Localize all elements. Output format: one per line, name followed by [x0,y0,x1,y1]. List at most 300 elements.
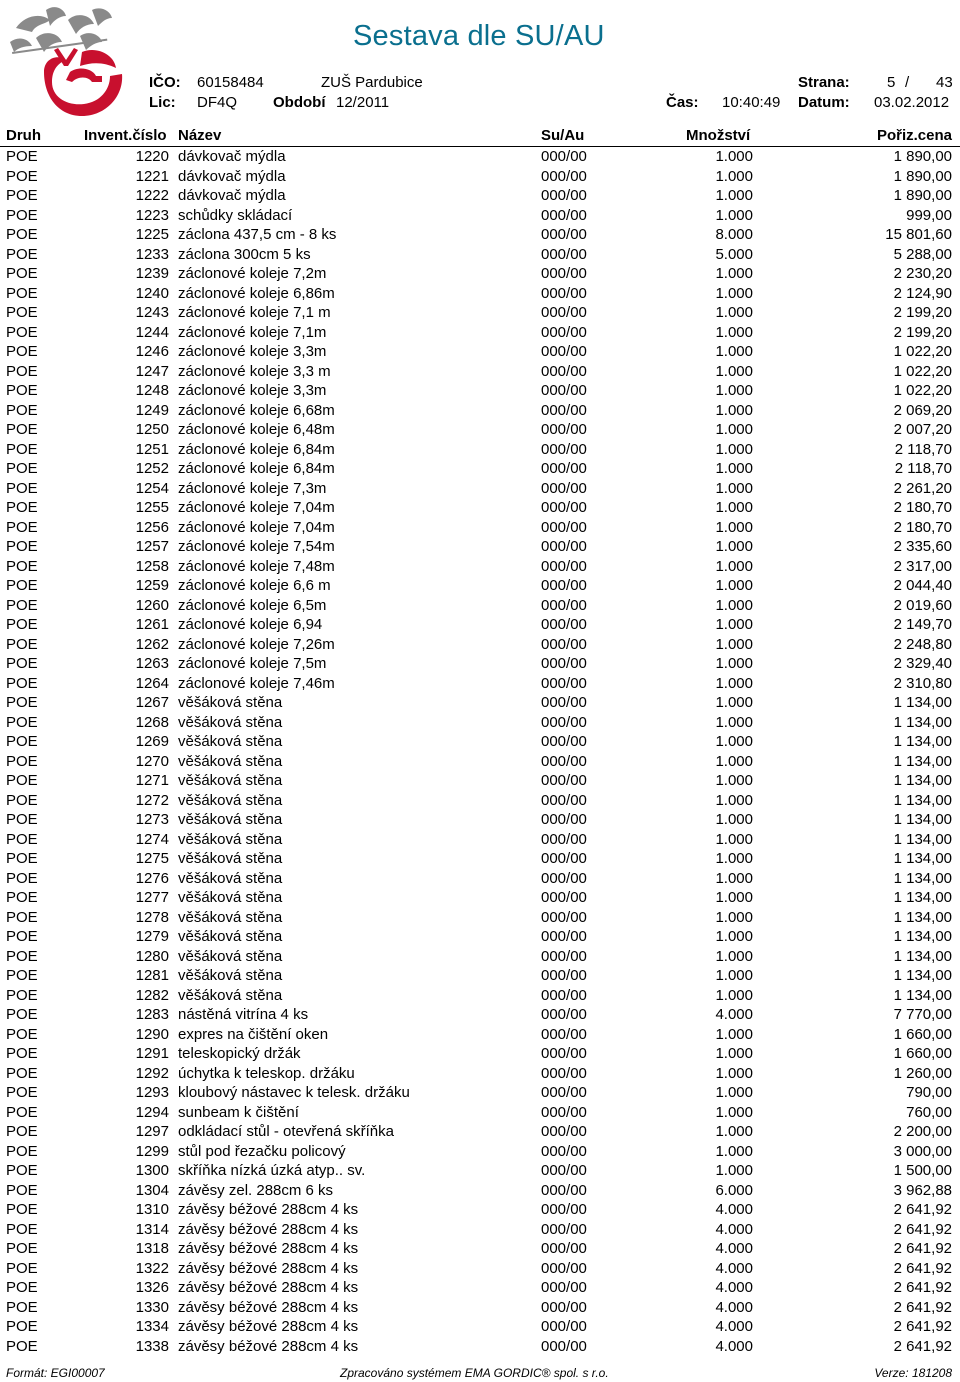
cell-quantity: 4.000 [715,1337,753,1355]
period-label: Období [273,94,326,111]
cell-name: věšáková stěna [178,811,283,828]
report-title: Sestava dle SU/AU [353,20,605,52]
table-row [0,576,960,596]
cell-quantity: 1.000 [715,401,753,419]
cell-inventory-number: 1290 [135,1025,169,1043]
cell-quantity: 1.000 [715,362,753,380]
date-value: 03.02.2012 [874,94,950,111]
cell-price: 2 007,20 [893,421,952,438]
table-row [0,771,960,791]
table-row [0,342,960,362]
cell-name: dávkovač mýdla [178,148,286,165]
cell-su-au: 000/00 [541,889,587,906]
data-table [0,147,960,1356]
cell-price: 1 134,00 [893,830,952,848]
cell-su-au: 000/00 [541,440,587,458]
page-separator: / [905,74,910,91]
cell-price: 2 641,92 [893,1240,952,1257]
cell-price: 1 134,00 [893,791,952,809]
cell-inventory-number: 1249 [135,401,169,419]
cell-quantity: 1.000 [715,479,753,497]
cell-druh: POE [6,440,38,458]
cell-name: věšáková stěna [178,889,283,906]
cell-druh: POE [6,1298,38,1316]
cell-name: schůdky skládací [178,206,293,224]
cell-name: záclonové koleje 6,94 [178,616,323,633]
table-row [0,459,960,479]
cell-inventory-number: 1294 [135,1103,169,1121]
cell-inventory-number: 1264 [135,674,169,692]
cell-price: 1 134,00 [893,811,952,828]
cell-price: 2 641,92 [893,1279,952,1296]
table-row [0,830,960,850]
cell-quantity: 1.000 [715,1123,753,1140]
cell-price: 2 641,92 [893,1220,952,1238]
cell-inventory-number: 1255 [135,499,169,516]
cell-price: 1 890,00 [893,148,952,165]
cell-inventory-number: 1276 [135,869,169,887]
cell-inventory-number: 1334 [135,1318,169,1335]
cell-price: 15 801,60 [885,226,952,243]
cell-name: závěsy béžové 288cm 4 ks [178,1298,359,1316]
cell-druh: POE [6,674,38,692]
cell-druh: POE [6,1162,38,1179]
cell-price: 2 261,20 [893,479,952,497]
table-row [0,420,960,440]
table-row [0,888,960,908]
cell-su-au: 000/00 [541,1142,587,1160]
cell-su-au: 000/00 [541,869,587,887]
cell-price: 2 124,90 [893,284,952,302]
col-quantity: Množství [686,127,751,144]
cell-name: záclonové koleje 7,04m [178,499,335,516]
cell-su-au: 000/00 [541,1298,587,1316]
cell-inventory-number: 1275 [135,850,169,867]
cell-price: 1 660,00 [893,1025,952,1043]
cell-su-au: 000/00 [541,967,587,984]
cell-name: záclonové koleje 6,84m [178,460,335,477]
cell-name: věšáková stěna [178,733,283,750]
cell-inventory-number: 1251 [135,440,169,458]
cell-price: 1 890,00 [893,187,952,204]
cell-name: závěsy béžové 288cm 4 ks [178,1201,359,1218]
cell-quantity: 4.000 [715,1240,753,1257]
cell-price: 7 770,00 [893,1006,952,1023]
cell-price: 1 134,00 [893,967,952,984]
cell-name: věšáková stěna [178,928,283,945]
cell-su-au: 000/00 [541,323,587,341]
time-value: 10:40:49 [722,94,781,111]
cell-su-au: 000/00 [541,187,587,204]
cell-inventory-number: 1292 [135,1064,169,1082]
cell-inventory-number: 1257 [135,538,169,555]
cell-su-au: 000/00 [541,518,587,536]
cell-price: 3 000,00 [893,1142,952,1160]
footer-format: Formát: EGI00007 [6,1366,105,1380]
cell-name: věšáková stěna [178,908,283,926]
cell-su-au: 000/00 [541,674,587,692]
cell-quantity: 1.000 [715,499,753,516]
table-row [0,167,960,187]
cell-name: dávkovač mýdla [178,187,286,204]
cell-su-au: 000/00 [541,460,587,477]
cell-su-au: 000/00 [541,1220,587,1238]
cell-inventory-number: 1225 [135,226,169,243]
cell-druh: POE [6,284,38,302]
cell-name: závěsy béžové 288cm 4 ks [178,1337,359,1355]
cell-inventory-number: 1244 [135,323,169,341]
table-row [0,849,960,869]
cell-quantity: 1.000 [715,1142,753,1160]
cell-quantity: 1.000 [715,733,753,750]
ico-label: IČO: [149,74,181,91]
table-row [0,362,960,382]
cell-price: 1 022,20 [893,362,952,380]
table-row [0,1337,960,1357]
cell-inventory-number: 1267 [135,694,169,711]
cell-quantity: 1.000 [715,908,753,926]
cell-quantity: 1.000 [715,460,753,477]
cell-name: kloubový nástavec k telesk. držáku [178,1084,410,1101]
cell-druh: POE [6,245,38,263]
cell-druh: POE [6,1259,38,1277]
cell-price: 2 069,20 [893,401,952,419]
cell-druh: POE [6,596,38,614]
table-row [0,966,960,986]
cell-quantity: 1.000 [715,382,753,399]
cell-druh: POE [6,1123,38,1140]
cell-druh: POE [6,382,38,399]
cell-su-au: 000/00 [541,655,587,672]
cell-druh: POE [6,1045,38,1062]
cell-quantity: 1.000 [715,538,753,555]
cell-price: 760,00 [906,1103,952,1121]
cell-inventory-number: 1283 [135,1006,169,1023]
period-value: 12/2011 [336,94,390,111]
cell-price: 1 890,00 [893,167,952,185]
cell-price: 2 118,70 [894,440,952,458]
cell-druh: POE [6,694,38,711]
cell-price: 1 260,00 [893,1064,952,1082]
cell-quantity: 1.000 [715,1103,753,1121]
cell-name: záclonové koleje 7,2m [178,265,327,282]
table-row [0,1122,960,1142]
cell-name: věšáková stěna [178,791,283,809]
table-row [0,654,960,674]
cell-su-au: 000/00 [541,616,587,633]
cell-su-au: 000/00 [541,752,587,770]
cell-druh: POE [6,811,38,828]
cell-inventory-number: 1272 [135,791,169,809]
cell-quantity: 1.000 [715,635,753,653]
cell-su-au: 000/00 [541,635,587,653]
cell-quantity: 1.000 [715,577,753,594]
cell-inventory-number: 1277 [135,889,169,906]
table-row [0,596,960,616]
cell-price: 2 248,80 [893,635,952,653]
table-row [0,1220,960,1240]
cell-inventory-number: 1299 [135,1142,169,1160]
cell-price: 2 641,92 [893,1337,952,1355]
cell-su-au: 000/00 [541,362,587,380]
table-row [0,381,960,401]
cell-name: úchytka k teleskop. držáku [178,1064,355,1082]
table-row [0,1142,960,1162]
table-row [0,1005,960,1025]
cell-inventory-number: 1293 [135,1084,169,1101]
cell-price: 1 134,00 [893,713,952,731]
cell-price: 1 134,00 [893,869,952,887]
cell-su-au: 000/00 [541,1181,587,1199]
cell-druh: POE [6,206,38,224]
cell-name: záclona 300cm 5 ks [178,245,311,263]
table-row [0,908,960,928]
table-row [0,186,960,206]
cell-inventory-number: 1247 [135,362,169,380]
cell-price: 5 288,00 [893,245,952,263]
col-inventory-number: Invent.číslo [84,127,167,144]
cell-quantity: 1.000 [715,1064,753,1082]
cell-druh: POE [6,460,38,477]
cell-price: 2 335,60 [893,538,952,555]
table-row [0,693,960,713]
cell-inventory-number: 1314 [135,1220,169,1238]
cell-quantity: 1.000 [715,265,753,282]
cell-su-au: 000/00 [541,538,587,555]
cell-name: závěsy béžové 288cm 4 ks [178,1240,359,1257]
cell-inventory-number: 1240 [135,284,169,302]
cell-su-au: 000/00 [541,479,587,497]
cell-name: závěsy zel. 288cm 6 ks [178,1181,334,1199]
table-row [0,264,960,284]
cell-inventory-number: 1263 [135,655,169,672]
cell-su-au: 000/00 [541,226,587,243]
cell-price: 1 134,00 [893,850,952,867]
cell-name: záclonové koleje 7,3m [178,479,327,497]
table-row [0,635,960,655]
cell-name: věšáková stěna [178,772,283,789]
cell-su-au: 000/00 [541,421,587,438]
cell-inventory-number: 1304 [135,1181,169,1199]
cell-inventory-number: 1278 [135,908,169,926]
table-row [0,732,960,752]
cell-inventory-number: 1280 [135,947,169,965]
table-row [0,1025,960,1045]
cell-quantity: 1.000 [715,596,753,614]
cell-su-au: 000/00 [541,928,587,945]
cell-su-au: 000/00 [541,1337,587,1355]
cell-inventory-number: 1270 [135,752,169,770]
table-row [0,674,960,694]
cell-inventory-number: 1252 [135,460,169,477]
cell-name: skříňka nízká úzká atyp.. sv. [178,1162,366,1179]
cell-name: záclonové koleje 6,6 m [178,577,331,594]
cell-quantity: 4.000 [715,1298,753,1316]
cell-name: závěsy béžové 288cm 4 ks [178,1220,359,1238]
cell-quantity: 4.000 [715,1220,753,1238]
cell-name: teleskopický držák [178,1045,301,1062]
cell-druh: POE [6,1142,38,1160]
cell-price: 1 134,00 [893,986,952,1004]
table-row [0,1317,960,1337]
cell-su-au: 000/00 [541,772,587,789]
table-row [0,518,960,538]
cell-name: věšáková stěna [178,986,283,1004]
cell-su-au: 000/00 [541,947,587,965]
cell-quantity: 1.000 [715,1084,753,1101]
table-row [0,479,960,499]
cell-su-au: 000/00 [541,382,587,399]
cell-druh: POE [6,791,38,809]
cell-su-au: 000/00 [541,1259,587,1277]
cell-druh: POE [6,967,38,984]
table-row [0,537,960,557]
cell-quantity: 4.000 [715,1259,753,1277]
cell-druh: POE [6,304,38,321]
organization-name: ZUŠ Pardubice [321,74,423,91]
cell-quantity: 1.000 [715,284,753,302]
cell-inventory-number: 1310 [135,1201,169,1218]
cell-quantity: 6.000 [715,1181,753,1199]
cell-quantity: 1.000 [715,1025,753,1043]
cell-druh: POE [6,1220,38,1238]
cell-name: věšáková stěna [178,967,283,984]
cell-druh: POE [6,187,38,204]
cell-quantity: 1.000 [715,655,753,672]
cell-su-au: 000/00 [541,986,587,1004]
cell-name: odkládací stůl - otevřená skříňka [178,1123,394,1140]
cell-inventory-number: 1239 [135,265,169,282]
cell-su-au: 000/00 [541,167,587,185]
table-row [0,1259,960,1279]
cell-su-au: 000/00 [541,811,587,828]
cell-su-au: 000/00 [541,401,587,419]
cell-su-au: 000/00 [541,1025,587,1043]
cell-quantity: 1.000 [715,869,753,887]
cell-price: 2 149,70 [893,616,952,633]
cell-druh: POE [6,479,38,497]
cell-name: záclonové koleje 7,1 m [178,304,331,321]
cell-quantity: 1.000 [715,148,753,165]
cell-inventory-number: 1248 [135,382,169,399]
lic-value: DF4Q [197,94,238,111]
cell-druh: POE [6,1240,38,1257]
cell-druh: POE [6,499,38,516]
cell-inventory-number: 1297 [135,1123,169,1140]
cell-price: 1 660,00 [893,1045,952,1062]
cell-druh: POE [6,538,38,555]
cell-name: záclonové koleje 6,84m [178,440,335,458]
cell-name: záclonové koleje 3,3m [178,343,327,360]
table-row [0,498,960,518]
cell-druh: POE [6,343,38,360]
page-current: 5 [887,74,896,91]
table-row [0,323,960,343]
cell-price: 2 180,70 [893,499,952,516]
cell-druh: POE [6,928,38,945]
cell-name: závěsy béžové 288cm 4 ks [178,1279,359,1296]
table-row [0,440,960,460]
cell-druh: POE [6,362,38,380]
cell-druh: POE [6,167,38,185]
cell-quantity: 1.000 [715,343,753,360]
cell-inventory-number: 1258 [135,557,169,575]
table-row [0,927,960,947]
table-row [0,1064,960,1084]
cell-quantity: 1.000 [715,694,753,711]
cell-name: věšáková stěna [178,830,283,848]
cell-druh: POE [6,869,38,887]
cell-name: záclonové koleje 3,3m [178,382,327,399]
cell-price: 999,00 [906,206,952,224]
cell-name: záclonové koleje 7,04m [178,518,335,536]
table-row [0,1200,960,1220]
cell-su-au: 000/00 [541,850,587,867]
cell-name: nástěná vitrína 4 ks [178,1006,309,1023]
cell-price: 2 317,00 [893,557,952,575]
table-row [0,1161,960,1181]
cell-quantity: 1.000 [715,850,753,867]
cell-quantity: 1.000 [715,518,753,536]
cell-su-au: 000/00 [541,1123,587,1140]
cell-name: záclonové koleje 7,46m [178,674,335,692]
cell-inventory-number: 1268 [135,713,169,731]
cell-su-au: 000/00 [541,343,587,360]
cell-price: 2 310,80 [893,674,952,692]
cell-su-au: 000/00 [541,577,587,594]
cell-inventory-number: 1261 [135,616,169,633]
cell-inventory-number: 1273 [135,811,169,828]
time-label: Čas: [666,94,699,111]
table-row [0,401,960,421]
table-row [0,557,960,577]
cell-druh: POE [6,148,38,165]
cell-druh: POE [6,1279,38,1296]
cell-name: závěsy béžové 288cm 4 ks [178,1259,359,1277]
cell-su-au: 000/00 [541,206,587,224]
table-row [0,225,960,245]
cell-su-au: 000/00 [541,733,587,750]
cell-su-au: 000/00 [541,1084,587,1101]
cell-inventory-number: 1223 [135,206,169,224]
cell-inventory-number: 1281 [135,967,169,984]
cell-su-au: 000/00 [541,1006,587,1023]
cell-inventory-number: 1269 [135,733,169,750]
cell-su-au: 000/00 [541,1162,587,1179]
cell-druh: POE [6,1006,38,1023]
cell-quantity: 1.000 [715,557,753,575]
cell-druh: POE [6,635,38,653]
cell-quantity: 1.000 [715,616,753,633]
cell-su-au: 000/00 [541,1240,587,1257]
cell-inventory-number: 1282 [135,986,169,1004]
cell-su-au: 000/00 [541,304,587,321]
cell-quantity: 1.000 [715,713,753,731]
cell-price: 2 641,92 [893,1318,952,1335]
cell-su-au: 000/00 [541,499,587,516]
cell-druh: POE [6,401,38,419]
cell-druh: POE [6,577,38,594]
cell-druh: POE [6,557,38,575]
cell-su-au: 000/00 [541,1279,587,1296]
lic-label: Lic: [149,94,176,111]
cell-druh: POE [6,1181,38,1199]
table-row [0,1083,960,1103]
cell-price: 1 022,20 [893,343,952,360]
cell-quantity: 1.000 [715,440,753,458]
table-row [0,713,960,733]
cell-su-au: 000/00 [541,1201,587,1218]
